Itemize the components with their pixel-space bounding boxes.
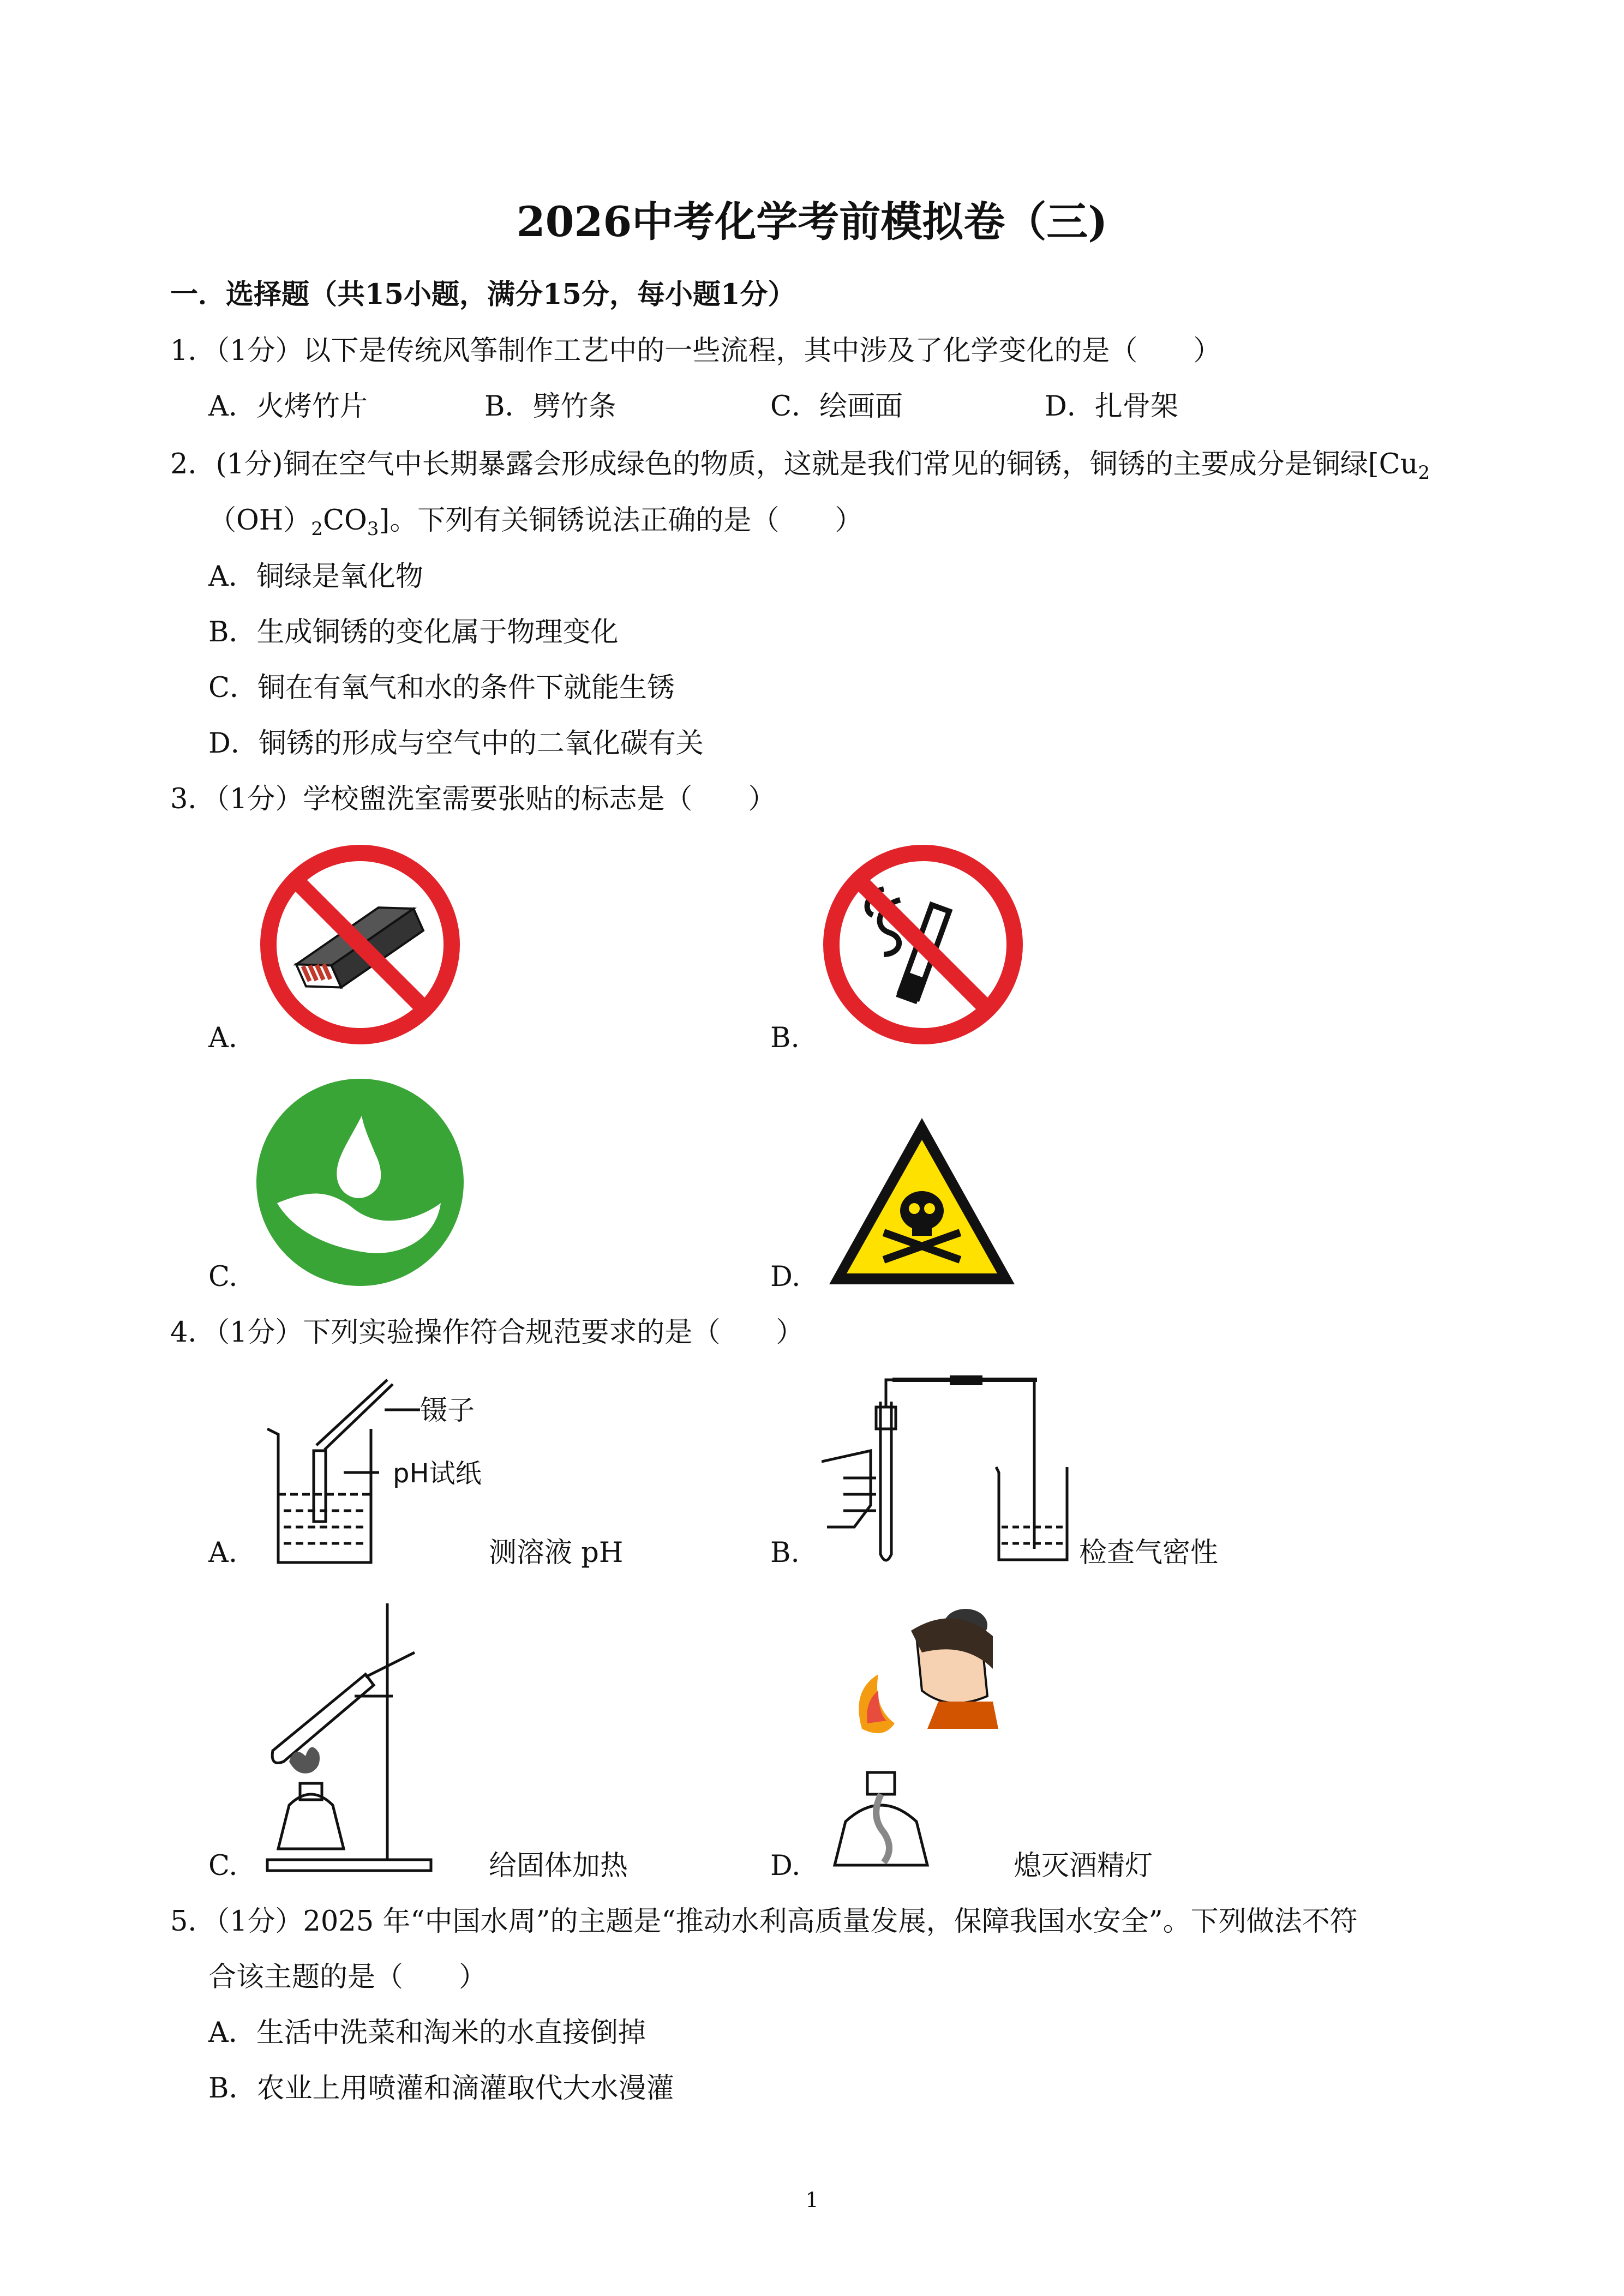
q2-option-c: C．铜在有氧气和水的条件下就能生锈 xyxy=(208,672,675,704)
q4-option-d: D. xyxy=(770,1850,801,1882)
q3-option-a: A. xyxy=(208,1022,238,1054)
q4-option-b: B. xyxy=(770,1537,800,1569)
ph-paper-label: pH试纸 xyxy=(393,1458,482,1489)
q1-option-d: D．扎骨架 xyxy=(1045,390,1178,423)
airtightness-check-apparatus-icon xyxy=(822,1369,1083,1576)
page-number: 1 xyxy=(805,2188,819,2212)
no-smoking-sign-icon xyxy=(818,840,1028,1049)
water-saving-sign-icon xyxy=(255,1078,465,1287)
page-title: 2026中考化学考前模拟卷（三) xyxy=(516,197,1108,246)
q4-option-a-caption: 测溶液 pH xyxy=(489,1537,624,1569)
question-2-stem-line2: $(OH)_2CO_3$]。下列有关铜锈说法正确的是（ ） xyxy=(208,504,863,540)
question-5-stem-line1: 5．（1分）2025 年“中国水周”的主题是“推动水利高质量发展，保障我国水安全”。下列做法不符 xyxy=(170,1906,1358,1938)
q1-option-c: C．绘画面 xyxy=(770,390,903,423)
no-matches-sign-icon xyxy=(255,840,465,1049)
tweezers-label: 镊子 xyxy=(420,1395,475,1426)
q5-option-a: A．生活中洗菜和淘米的水直接倒掉 xyxy=(208,2017,646,2049)
blowing-out-alcohol-lamp-icon xyxy=(829,1592,1058,1876)
heating-solid-apparatus-icon xyxy=(256,1603,496,1876)
question-5-stem-line2: 合该主题的是（ ） xyxy=(208,1961,487,1993)
question-1-stem: 1．（1分）以下是传统风筝制作工艺中的一些流程，其中涉及了化学变化的是（ ） xyxy=(170,335,1221,367)
q3-option-b: B. xyxy=(770,1022,800,1054)
q1-option-b: B．劈竹条 xyxy=(484,390,616,423)
question-3-stem: 3．（1分）学校盥洗室需要张贴的标志是（ ） xyxy=(170,783,776,815)
q2-option-d: D．铜锈的形成与空气中的二氧化碳有关 xyxy=(208,728,704,760)
question-2-stem-line1: 2．(1分)铜在空气中长期暴露会形成绿色的物质，这就是我们常见的铜锈，铜锈的主要成分是铜绿[$Cu_2$ xyxy=(170,448,1430,484)
toxic-warning-sign-icon xyxy=(824,1113,1020,1293)
q3-option-c: C. xyxy=(208,1261,238,1293)
q4-option-c: C. xyxy=(208,1850,238,1882)
q4-option-c-caption: 给固体加热 xyxy=(489,1850,628,1882)
q4-option-a: A. xyxy=(208,1537,238,1569)
q3-option-d: D. xyxy=(770,1261,801,1293)
question-4-stem: 4．（1分）下列实验操作符合规范要求的是（ ） xyxy=(170,1317,804,1349)
q2-option-a: A．铜绿是氧化物 xyxy=(208,561,423,593)
q2-option-b: B．生成铜锈的变化属于物理变化 xyxy=(208,616,619,648)
section-heading: 一．选择题（共15小题，满分15分，每小题1分） xyxy=(170,278,796,311)
q1-option-a: A．火烤竹片 xyxy=(208,390,368,423)
q4-option-b-caption: 检查气密性 xyxy=(1079,1537,1219,1569)
q5-option-b: B．农业上用喷灌和滴灌取代大水漫灌 xyxy=(208,2072,674,2105)
q4-option-d-caption: 熄灭酒精灯 xyxy=(1014,1850,1153,1882)
